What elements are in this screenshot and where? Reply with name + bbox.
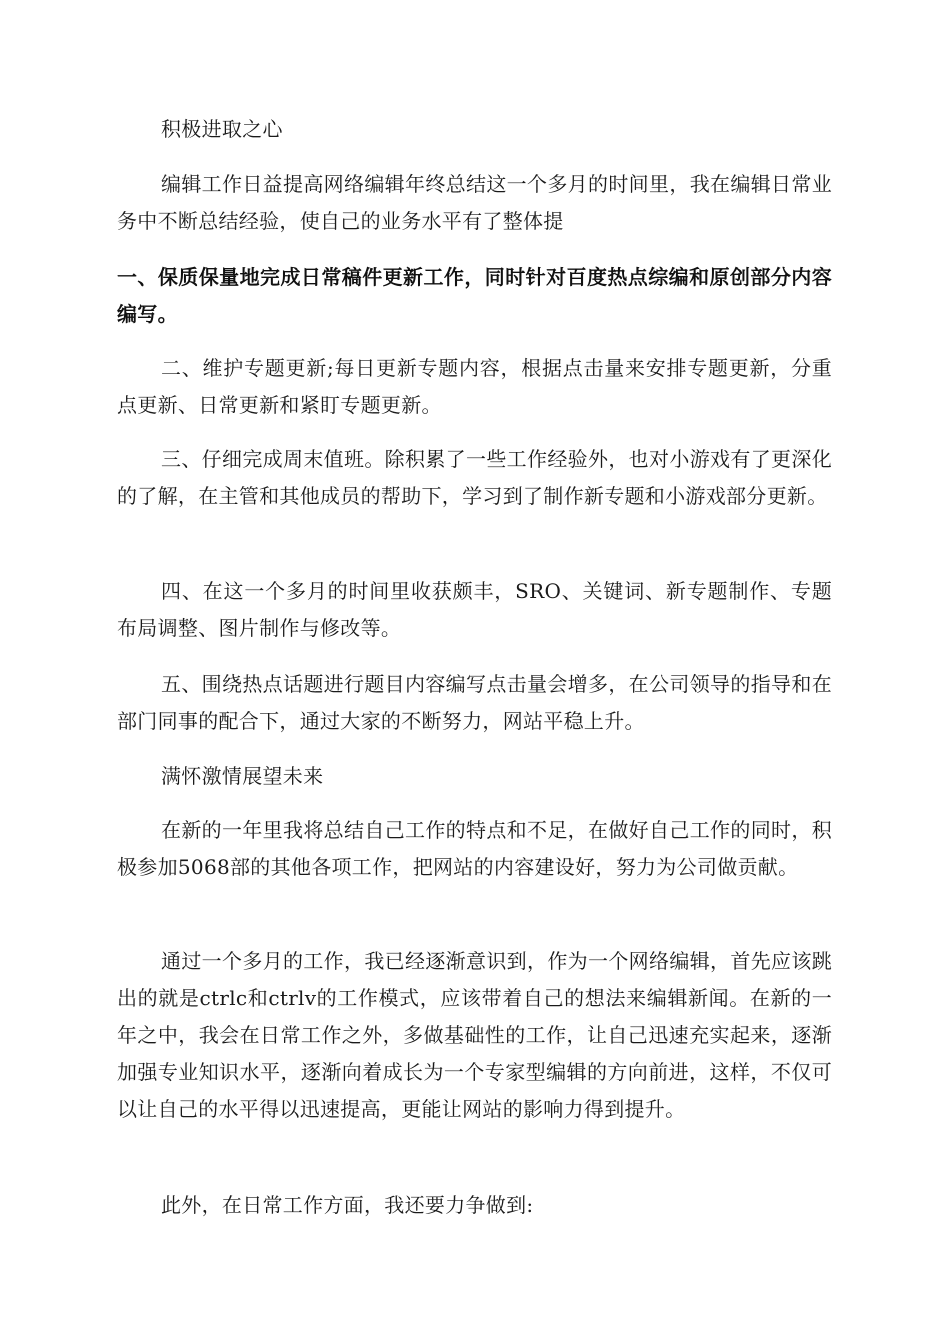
paragraph-item-2: 二、维护专题更新;每日更新专题内容，根据点击量来安排专题更新，分重点更新、日常更新和紧盯专题更新。	[117, 356, 832, 417]
paragraph-intro: 编辑工作日益提高网络编辑年终总结这一个多月的时间里，我在编辑日常业务中不断总结经验，使自己的业务水平有了整体提	[117, 172, 832, 233]
paragraph-item-5: 五、围绕热点话题进行题目内容编写点击量会增多，在公司领导的指导和在部门同事的配合下，通过大家的不断努力，网站平稳上升。	[117, 672, 832, 733]
paragraph-closing: 此外，在日常工作方面，我还要力争做到:	[161, 1193, 534, 1217]
paragraph-new-year: 在新的一年里我将总结自己工作的特点和不足，在做好自己工作的同时，积极参加5068部的其他各项工作，把网站的内容建设好，努力为公司做贡献。	[117, 818, 832, 879]
paragraph-item-4: 四、在这一个多月的时间里收获颇丰，SRO、关键词、新专题制作、专题布局调整、图片制作与修改等。	[117, 579, 832, 640]
section-heading-progress: 积极进取之心	[161, 117, 283, 141]
paragraph-item-1-bold: 一、保质保量地完成日常稿件更新工作，同时针对百度热点综编和原创部分内容编写。	[117, 265, 832, 326]
paragraph-reflection: 通过一个多月的工作，我已经逐渐意识到，作为一个网络编辑，首先应该跳出的就是ctrlc和ctrlv的工作模式，应该带着自己的想法来编辑新闻。在新的一年之中，我会在日常工作之外，多做基础性的工作，让自己迅速充实起来，逐渐加强专业知识水平，逐渐向着成长为一个专家型编辑的方向前进，这样，不仅可以让自己的水平得以迅速提高，更能让网站的影响力得到提升。	[117, 949, 832, 1121]
paragraph-item-3: 三、仔细完成周末值班。除积累了一些工作经验外，也对小游戏有了更深化的了解，在主管和其他成员的帮助下，学习到了制作新专题和小游戏部分更新。	[117, 447, 832, 508]
section-heading-future: 满怀激情展望未来	[161, 764, 324, 788]
